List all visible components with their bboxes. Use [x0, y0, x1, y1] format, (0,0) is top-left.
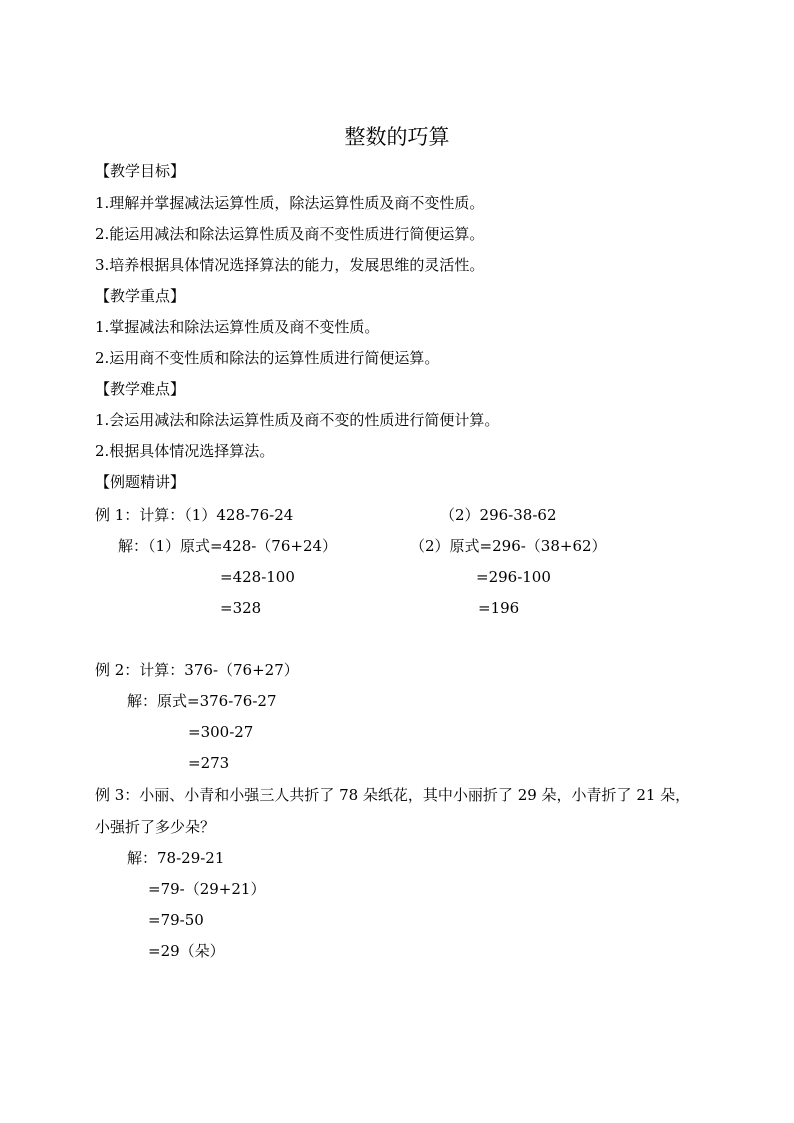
example2-solution-line: 解：原式=376-76-27	[127, 692, 277, 710]
examples-heading: 【例题精讲】	[95, 473, 186, 491]
example3-solution-line: =29（朵）	[148, 942, 225, 960]
difficulties-heading: 【教学难点】	[95, 380, 186, 398]
key-point-item: 1.掌握减法和除法运算性质及商不变性质。	[95, 318, 380, 336]
example2-solution-line: =300-27	[188, 723, 254, 741]
objective-item: 2.能运用减法和除法运算性质及商不变性质进行简便运算。	[95, 225, 485, 243]
example3-solution-line: 解：78-29-21	[127, 849, 225, 867]
example3-question-line: 例 3：小丽、小青和小强三人共折了 78 朵纸花，其中小丽折了 29 朵，小青折了 21 朵，	[95, 786, 691, 804]
example3-question-line: 小强折了多少朵？	[95, 818, 216, 836]
example1-solution-left-line: =428-100	[220, 568, 295, 586]
example1-question-right: （2）296-38-62	[440, 506, 557, 524]
example2-question: 例 2：计算：376-（76+27）	[95, 661, 299, 679]
page-title: 整数的巧算	[344, 125, 450, 149]
example3-solution-line: =79-50	[148, 911, 204, 929]
key-points-heading: 【教学重点】	[95, 287, 186, 305]
example3-solution-line: =79-（29+21）	[148, 880, 266, 898]
objective-item: 1.理解并掌握减法运算性质，除法运算性质及商不变性质。	[95, 194, 485, 212]
example1-solution-right-line: =196	[478, 599, 520, 617]
example1-solution-left-line: =328	[220, 599, 262, 617]
example1-question-left: 例 1：计算：（1）428-76-24	[95, 506, 294, 524]
objectives-heading: 【教学目标】	[95, 162, 186, 180]
example1-solution-right-line: （2）原式=296-（38+62）	[410, 537, 607, 555]
key-point-item: 2.运用商不变性质和除法的运算性质进行简便运算。	[95, 349, 440, 367]
example1-solution-right-line: =296-100	[476, 568, 551, 586]
difficulty-item: 2.根据具体情况选择算法。	[95, 442, 275, 460]
difficulty-item: 1.会运用减法和除法运算性质及商不变的性质进行简便计算。	[95, 411, 500, 429]
objective-item: 3.培养根据具体情况选择算法的能力，发展思维的灵活性。	[95, 256, 485, 274]
example1-solution-left-line: 解：（1）原式=428-（76+24）	[118, 537, 338, 555]
example2-solution-line: =273	[188, 754, 230, 772]
